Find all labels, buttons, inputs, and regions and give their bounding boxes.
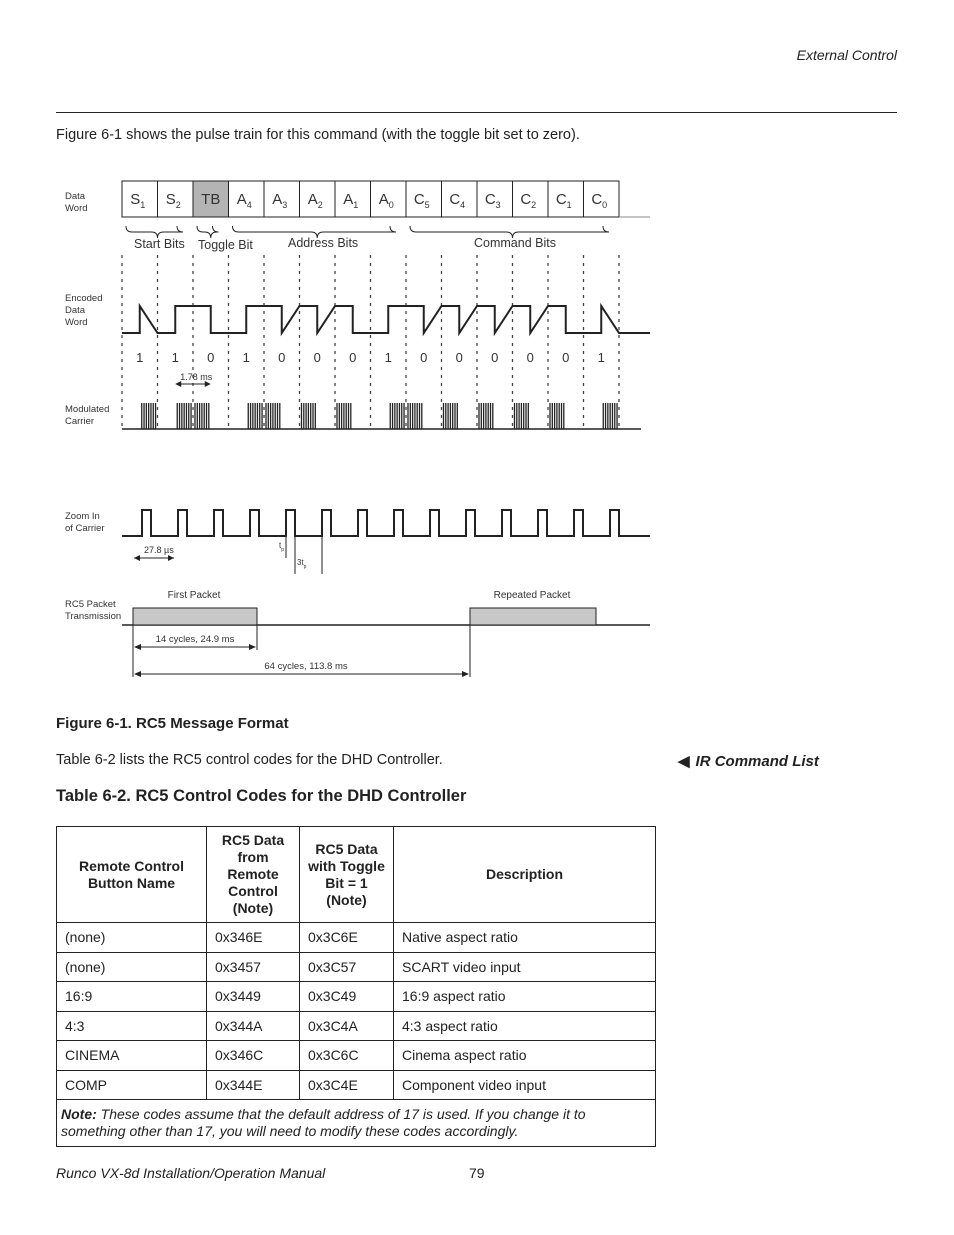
manchester-waveform	[122, 306, 650, 333]
zoom-carrier-square-wave	[122, 510, 650, 536]
intro-paragraph: Figure 6-1 shows the pulse train for this command (with the toggle bit set to zero).	[56, 127, 580, 143]
row-label: Word	[65, 203, 88, 214]
encoded-data-word-waveform	[122, 306, 650, 387]
table-cell: 4:3	[57, 1011, 207, 1041]
table-cell: 4:3 aspect ratio	[394, 1011, 656, 1041]
table-row	[57, 982, 656, 1012]
row-label: Transmission	[65, 611, 122, 622]
modulated-carrier-waveform	[122, 403, 641, 429]
column-header-line: Remote Control	[79, 857, 184, 874]
table-cell: 0x344E	[207, 1070, 300, 1100]
table-cell: Component video input	[394, 1070, 656, 1100]
packet-length-label: 14 cycles, 24.9 ms	[155, 634, 235, 645]
table-cell: (none)	[57, 923, 207, 953]
group-braces	[122, 226, 619, 428]
table-cell: 0x3457	[207, 952, 300, 982]
bit-value: 1	[242, 350, 250, 365]
bit-value: 1	[597, 350, 605, 365]
table-cell: 0x3C4E	[300, 1070, 394, 1100]
arrow-left-icon: ◀	[678, 753, 690, 770]
column-header-line: from	[237, 849, 269, 865]
column-header	[207, 827, 300, 923]
table-cell: 16:9	[57, 982, 207, 1012]
table-cell: COMP	[57, 1070, 207, 1100]
data-word-cells	[122, 181, 650, 217]
table-cell: 0x3C6C	[300, 1041, 394, 1071]
tp-label: $t_p$	[279, 541, 285, 553]
row-label: Carrier	[65, 416, 95, 427]
bit-label: TB	[201, 191, 221, 208]
table-cell: 0x3449	[207, 982, 300, 1012]
figure-row-labels	[65, 191, 121, 622]
table-note	[57, 1100, 656, 1147]
table-cell: 0x346C	[207, 1041, 300, 1071]
column-header-line: Description	[485, 866, 563, 882]
bit-value: 1	[384, 350, 392, 365]
header-rule	[56, 112, 897, 113]
table-row	[57, 1070, 656, 1100]
bit-value: 0	[349, 350, 357, 365]
running-header: External Control	[796, 47, 897, 63]
row-label: Modulated	[65, 404, 110, 415]
bit-label: $C_3$	[484, 191, 501, 210]
repeated-packet-bar	[470, 608, 596, 625]
bit-value: 1	[171, 350, 179, 365]
packet-transmission-timeline	[122, 590, 650, 677]
column-header-line: Button Name	[87, 874, 176, 891]
bit-label: $A_0$	[378, 191, 394, 210]
repeat-period-label: 64 cycles, 113.8 ms	[264, 661, 348, 672]
bit-label: $A_4$	[236, 191, 252, 210]
row-label: of Carrier	[65, 523, 105, 534]
table-cell: 16:9 aspect ratio	[394, 982, 656, 1012]
bit-label: $C_2$	[520, 191, 537, 210]
column-header-line: (Note)	[232, 900, 274, 916]
column-header	[394, 827, 656, 923]
bit-label: $C_4$	[449, 191, 466, 210]
group-label-address-bits: Address Bits	[288, 236, 359, 250]
row-label: Data	[65, 191, 86, 202]
note-label: Note:	[61, 1106, 97, 1122]
table-cell: 0x344A	[207, 1011, 300, 1041]
bit-label: $C_1$	[555, 191, 572, 210]
group-label-toggle-bit: Toggle Bit	[198, 238, 253, 252]
table-cell: CINEMA	[57, 1041, 207, 1071]
table-caption: Table 6-2. RC5 Control Codes for the DHD Controller	[56, 787, 467, 805]
three-tp-label: $3t_p$	[297, 558, 307, 570]
table-cell: 0x346E	[207, 923, 300, 953]
bit-value: 0	[491, 350, 499, 365]
table-cell: 0x3C57	[300, 952, 394, 982]
group-brace	[197, 226, 219, 238]
group-label-command-bits: Command Bits	[474, 236, 556, 250]
table-cell: SCART video input	[394, 952, 656, 982]
column-header-line: (Note)	[326, 891, 367, 908]
bit-period-label: 1.78 ms	[180, 372, 213, 382]
bit-label: $S_2$	[165, 191, 181, 210]
table-row	[57, 952, 656, 982]
bit-value: 0	[278, 350, 286, 365]
side-heading-label: IR Command List	[695, 753, 819, 770]
table-body	[57, 923, 656, 1147]
table-row	[57, 1011, 656, 1041]
bit-label: $S_1$	[130, 191, 146, 210]
table-cell: Native aspect ratio	[394, 923, 656, 953]
bit-label: $A_2$	[307, 191, 323, 210]
page-number: 79	[469, 1165, 485, 1181]
footer-manual-title: Runco VX-8d Installation/Operation Manual	[56, 1165, 326, 1181]
group-label-start-bits: Start Bits	[134, 237, 185, 251]
column-header-line: RC5 Data	[315, 840, 378, 857]
bit-label: $C_0$	[591, 191, 608, 210]
row-label: Word	[65, 317, 88, 328]
bit-value: 0	[420, 350, 428, 365]
table-row	[57, 1041, 656, 1071]
carrier-period-label: 27.8 µs	[144, 545, 174, 555]
bit-value: 0	[562, 350, 570, 365]
table-cell: 0x3C4A	[300, 1011, 394, 1041]
column-header	[300, 827, 394, 923]
bit-value: 0	[207, 350, 215, 365]
bit-label: $A_3$	[272, 191, 288, 210]
repeated-packet-label: Repeated Packet	[493, 590, 571, 601]
column-header-line: with Toggle	[308, 857, 385, 874]
bit-value: 0	[455, 350, 463, 365]
column-header-line: Bit = 1	[325, 874, 368, 891]
note-text: These codes assume that the default address of 17 is used. If you change it to something other than 17, you will need to modify these codes accordingly.	[61, 1106, 586, 1139]
bit-value: 0	[526, 350, 534, 365]
zoom-carrier-waveform	[122, 510, 650, 574]
table-row	[57, 923, 656, 953]
column-header-line: Control	[228, 883, 278, 899]
bit-value: 1	[136, 350, 144, 365]
table-header-row	[57, 827, 656, 923]
rc5-codes-table	[56, 826, 656, 1147]
table-cell: (none)	[57, 952, 207, 982]
rc5-message-format-figure	[56, 170, 656, 685]
table-cell: 0x3C49	[300, 982, 394, 1012]
bit-label: $A_1$	[343, 191, 359, 210]
side-heading	[678, 752, 819, 770]
row-label: Data	[65, 305, 86, 316]
figure-caption: Figure 6-1. RC5 Message Format	[56, 715, 289, 732]
column-header-line: RC5 Data	[221, 832, 285, 848]
table-lead-paragraph: Table 6-2 lists the RC5 control codes for the DHD Controller.	[56, 752, 443, 768]
row-label: Encoded	[65, 293, 103, 304]
table-cell: 0x3C6E	[300, 923, 394, 953]
column-header	[57, 827, 207, 923]
first-packet-bar	[133, 608, 257, 625]
row-label: Zoom In	[65, 511, 100, 522]
table-cell: Cinema aspect ratio	[394, 1041, 656, 1071]
bit-label: $C_5$	[413, 191, 430, 210]
bit-value: 0	[313, 350, 321, 365]
column-header-line: Remote	[227, 866, 279, 882]
first-packet-label: First Packet	[167, 590, 221, 601]
table-note-row	[57, 1100, 656, 1147]
row-label: RC5 Packet	[65, 599, 116, 610]
